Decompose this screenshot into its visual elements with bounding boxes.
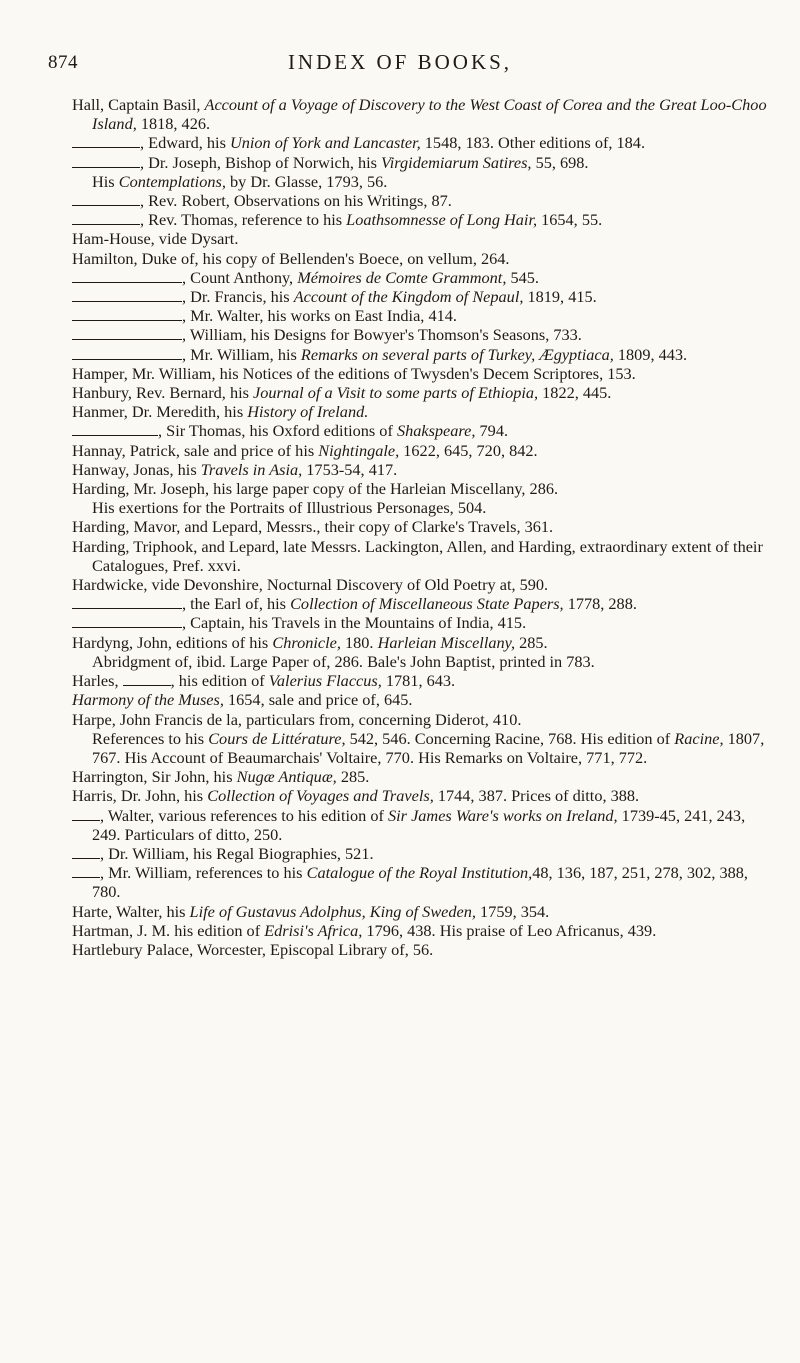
index-entry: Harrington, Sir John, his Nugæ Antiquæ, 285. xyxy=(72,767,370,787)
index-entry: , Edward, his Union of York and Lancaster, 1548, 183. Other editions of, 184. xyxy=(72,133,772,152)
index-entry: Harding, Triphook, and Lepard, late Messrs. Lackington, Allen, and Harding, extraordinary extent of their Catalogues, Pref. xxvi. xyxy=(72,536,763,575)
index-entry: , Count Anthony, Mémoires de Comte Grammont, 545. xyxy=(72,268,772,287)
index-entry: Harmony of the Muses, 1654, sale and price of, 645. xyxy=(72,690,413,710)
index-entry: Hanmer, Dr. Meredith, his History of Ireland. xyxy=(72,402,369,422)
index-entry: , Mr. William, his Remarks on several parts of Turkey, Ægyptiaca, 1809, 443. xyxy=(72,345,772,364)
index-entry: Hall, Captain Basil, Account of a Voyage of Discovery to the West Coast of Corea and the Great Loo-Choo Island, 1818, 426. xyxy=(72,95,767,134)
index-entry: Harpe, John Francis de la, particulars from, concerning Diderot, 410. xyxy=(72,709,522,729)
index-entry: Hannay, Patrick, sale and price of his Nightingale, 1622, 645, 720, 842. xyxy=(72,440,538,460)
index-entry: Harding, Mr. Joseph, his large paper copy of the Harleian Miscellany, 286. xyxy=(72,479,559,499)
index-entry: Harding, Mavor, and Lepard, Messrs., their copy of Clarke's Travels, 361. xyxy=(72,517,554,537)
index-entry: Hamper, Mr. William, his Notices of the editions of Twysden's Decem Scriptores, 153. xyxy=(72,363,636,383)
index-entry: His Contemplations, by Dr. Glasse, 1793, 56. xyxy=(92,171,388,191)
index-entry: , Sir Thomas, his Oxford editions of Shakspeare, 794. xyxy=(72,421,772,440)
index-entry: , Mr. William, references to his Catalogue of the Royal Institution,48, 136, 187, 251, 278, 302, 388, 780. xyxy=(72,863,772,901)
index-entry: Hardyng, John, editions of his Chronicle, 180. Harleian Miscellany, 285. xyxy=(72,632,548,652)
index-entry: Hanway, Jonas, his Travels in Asia, 1753-54, 417. xyxy=(72,459,398,479)
index-entry: Hanbury, Rev. Bernard, his Journal of a Visit to some parts of Ethiopia, 1822, 445. xyxy=(72,383,612,403)
index-entry: , William, his Designs for Bowyer's Thomson's Seasons, 733. xyxy=(72,325,772,344)
index-entry: Hartman, J. M. his edition of Edrisi's Africa, 1796, 438. His praise of Leo Africanus, 439. xyxy=(72,920,657,940)
index-entry: , Walter, various references to his edition of Sir James Ware's works on Ireland, 1739-45, 241, 243, 249. Particulars of ditto, 250. xyxy=(72,806,772,844)
page-number: 874 xyxy=(48,52,78,73)
index-body xyxy=(72,95,772,959)
index-entry: , Rev. Thomas, reference to his Loathsomnesse of Long Hair, 1654, 55. xyxy=(72,210,772,229)
index-entry: Harte, Walter, his Life of Gustavus Adolphus, King of Sweden, 1759, 354. xyxy=(72,901,550,921)
index-entry: , Rev. Robert, Observations on his Writings, 87. xyxy=(72,191,772,210)
index-entry: , the Earl of, his Collection of Miscellaneous State Papers, 1778, 288. xyxy=(72,594,772,613)
page-header: INDEX OF BOOKS, xyxy=(287,50,513,74)
index-entry: Hardwicke, vide Devonshire, Nocturnal Discovery of Old Poetry at, 590. xyxy=(72,575,549,595)
index-entry: References to his Cours de Littérature, 542, 546. Concerning Racine, 768. His edition of Racine, 1807, 767. His Account of Beaumarchais' Voltaire, 770. His Remarks on Voltaire, 771, 772. xyxy=(92,728,765,767)
index-entry: , Dr. William, his Regal Biographies, 521. xyxy=(72,844,772,863)
index-entry: , Dr. Francis, his Account of the Kingdom of Nepaul, 1819, 415. xyxy=(72,287,772,306)
index-entry: Harris, Dr. John, his Collection of Voyages and Travels, 1744, 387. Prices of ditto, 388. xyxy=(72,786,640,806)
index-entry: , Captain, his Travels in the Mountains of India, 415. xyxy=(72,613,772,632)
index-entry: His exertions for the Portraits of Illustrious Personages, 504. xyxy=(92,498,487,518)
index-entry: , Dr. Joseph, Bishop of Norwich, his Virgidemiarum Satires, 55, 698. xyxy=(72,153,772,172)
index-entry: Harles, , his edition of Valerius Flaccus, 1781, 643. xyxy=(72,671,456,691)
index-entry: Hartlebury Palace, Worcester, Episcopal Library of, 56. xyxy=(72,939,434,959)
index-entry: Ham-House, vide Dysart. xyxy=(72,229,239,249)
index-entry: Hamilton, Duke of, his copy of Bellenden's Boece, on vellum, 264. xyxy=(72,248,510,268)
index-entry: , Mr. Walter, his works on East India, 414. xyxy=(72,306,772,325)
index-entry: Abridgment of, ibid. Large Paper of, 286. Bale's John Baptist, printed in 783. xyxy=(92,651,595,671)
